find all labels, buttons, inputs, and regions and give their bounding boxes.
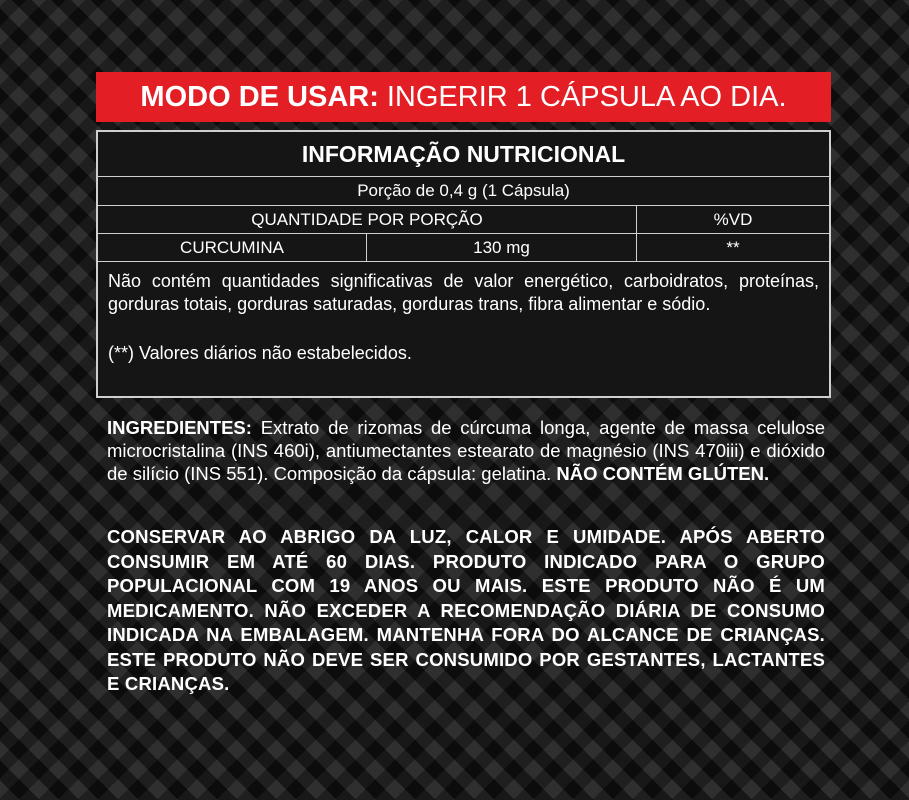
table-header-row [98, 206, 829, 234]
nutrition-footnote: (**) Valores diários não estabelecidos. [108, 343, 412, 363]
header-daily-value: %VD [713, 209, 753, 229]
ingredients-text: Extrato de rizomas de cúrcuma longa, agente de massa celulose microcristalina (INS 460i), antiumectantes estearato de magnésio (INS 470iii) e dióxido de silício (INS 551). Composição da cápsula: gelatina. [107, 417, 826, 484]
warnings-text: CONSERVAR AO ABRIGO DA LUZ, CALOR E UMIDADE. APÓS ABERTO CONSUMIR EM ATÉ 60 DIAS. PRODUTO INDICADO PARA O GRUPO POPULACIONAL COM 19 ANOS OU MAIS. ESTE PRODUTO NÃO É UM MEDICAMENTO. NÃO EXCEDER A RECOMENDAÇÃO DIÁRIA DE CONSUMO INDICADA NA EMBALAGEM. MANTENHA FORA DO ALCANCE DE CRIANÇAS. ESTE PRODUTO NÃO DEVE SER CONSUMIDO POR GESTANTES, LACTANTES E CRIANÇAS. [107, 526, 825, 694]
nutrition-notes [98, 262, 829, 365]
nutrient-amount: 130 mg [367, 234, 637, 261]
nutrient-daily-value: ** [726, 237, 740, 257]
gluten-statement: NÃO CONTÉM GLÚTEN. [556, 463, 770, 484]
usage-text: INGERIR 1 CÁPSULA AO DIA. [386, 80, 787, 113]
nutrition-title: INFORMAÇÃO NUTRICIONAL [98, 132, 829, 177]
portion-size: Porção de 0,4 g (1 Cápsula) [98, 177, 829, 206]
header-quantity: QUANTIDADE POR PORÇÃO [98, 206, 637, 233]
nutrient-name: CURCUMINA [98, 234, 367, 261]
ingredients-section [107, 416, 825, 485]
usage-label: MODO DE USAR: [140, 80, 379, 113]
nutrition-table [96, 130, 831, 398]
ingredients-label: INGREDIENTES: [107, 417, 252, 438]
usage-banner [96, 72, 831, 122]
nutrition-note: Não contém quantidades significativas de valor energético, carboidratos, proteínas, gorduras totais, gorduras saturadas, gorduras trans, fibra alimentar e sódio. [108, 271, 819, 314]
table-row [98, 234, 829, 262]
